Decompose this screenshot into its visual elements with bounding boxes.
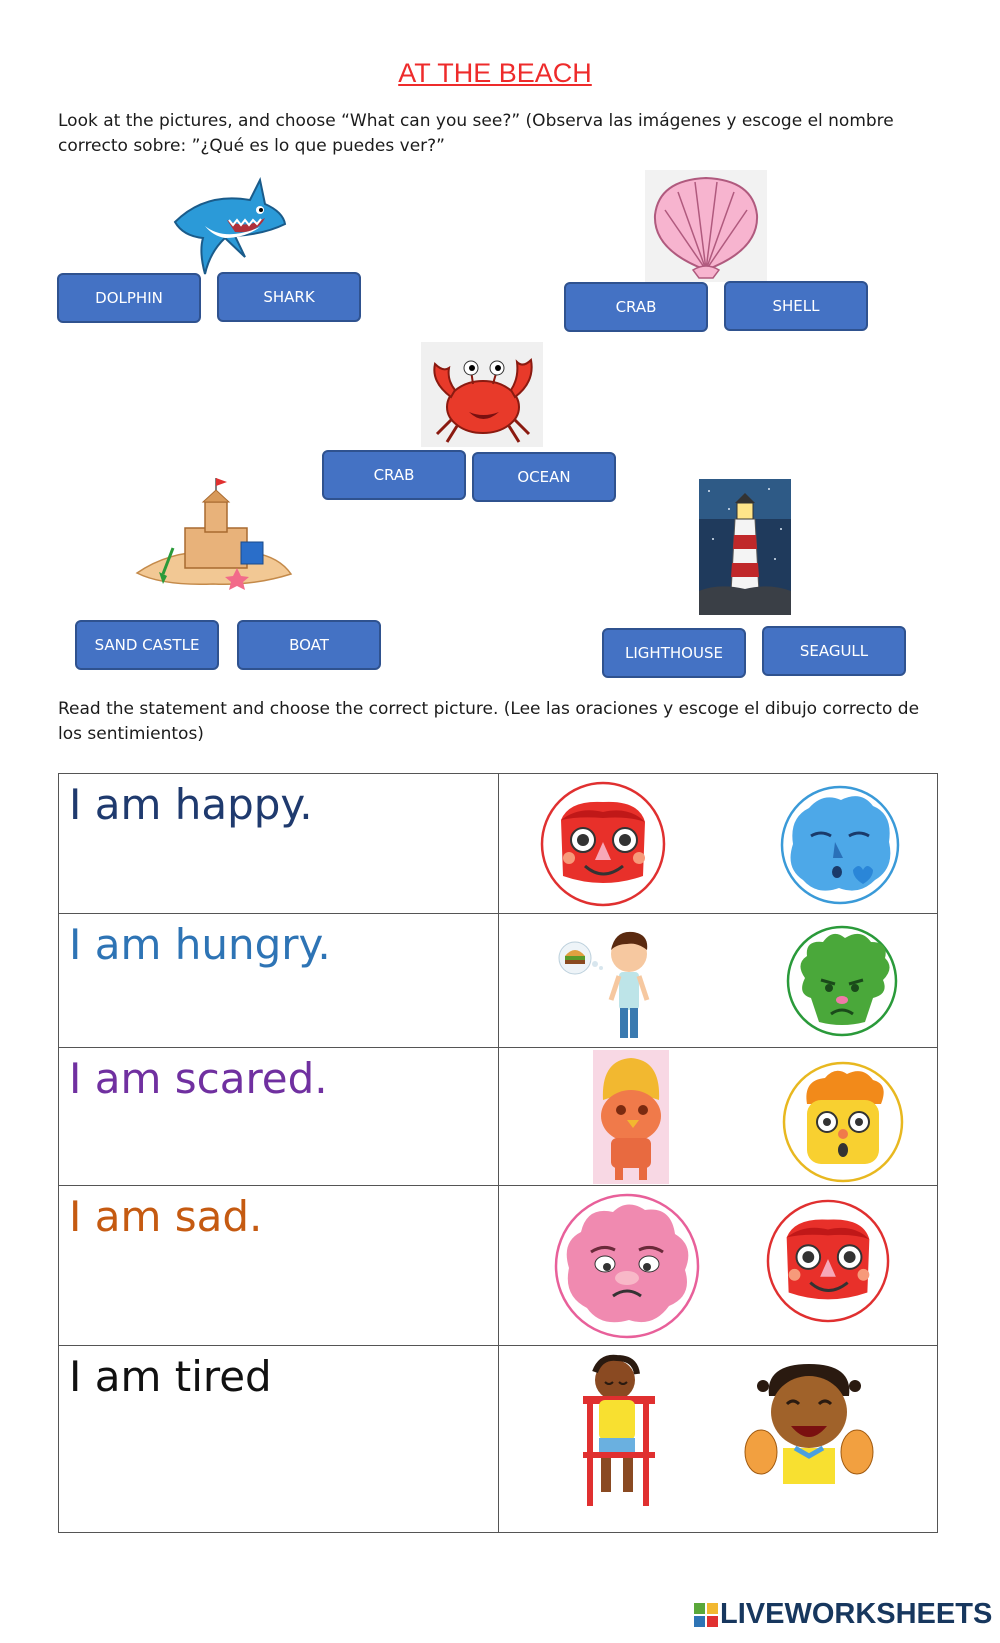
instruction-vocabulary: Look at the pictures, and choose “What can you see?” (Observa las imágenes y escoge el nombre correcto sobre: ”¿Qué es lo que puedes ver?” [58, 111, 894, 156]
green-grumpy-face-icon[interactable] [785, 924, 899, 1038]
table-row [59, 1186, 938, 1346]
crab-icon [421, 342, 543, 447]
lighthouse-icon [699, 479, 791, 615]
liveworksheets-logo [694, 1598, 992, 1631]
table-row [59, 774, 938, 914]
statement-sad: I am sad. [69, 1192, 263, 1241]
statement-happy: I am happy. [69, 780, 313, 829]
option-boat-button[interactable]: BOAT [237, 620, 381, 670]
shell-icon [645, 170, 767, 282]
shark-icon [165, 172, 290, 282]
yellow-scared-face-icon[interactable] [781, 1060, 905, 1184]
option-shark-button[interactable]: SHARK [217, 272, 361, 322]
logo-text: LIVEWORKSHEETS [720, 1598, 993, 1630]
sand-castle-icon [133, 478, 295, 590]
statement-hungry: I am hungry. [69, 920, 331, 969]
statement-scared: I am scared. [69, 1054, 328, 1103]
option-seagull-button[interactable]: SEAGULL [762, 626, 906, 676]
instruction-feelings: Read the statement and choose the correct picture. (Lee las oraciones y escoge el dibujo correcto de los sentimientos) [58, 699, 920, 744]
tired-girl-on-chair-icon[interactable] [577, 1352, 661, 1510]
feelings-table [58, 773, 938, 1533]
blue-kiss-face-icon[interactable] [779, 784, 901, 906]
table-row [59, 1346, 938, 1533]
option-crab-button[interactable]: CRAB [564, 282, 708, 332]
option-sand-castle-button[interactable]: SAND CASTLE [75, 620, 219, 670]
orange-character-icon[interactable] [593, 1050, 669, 1184]
happy-red-face-icon[interactable] [765, 1198, 891, 1324]
hungry-boy-icon[interactable] [557, 920, 663, 1044]
happy-red-face-icon[interactable] [539, 780, 667, 908]
option-dolphin-button[interactable]: DOLPHIN [57, 273, 201, 323]
option-shell-button[interactable]: SHELL [724, 281, 868, 331]
page-title: AT THE BEACH [398, 58, 592, 88]
table-row [59, 1048, 938, 1186]
option-ocean-button[interactable]: OCEAN [472, 452, 616, 502]
statement-tired: I am tired [69, 1352, 272, 1401]
pink-sad-face-icon[interactable] [553, 1192, 701, 1340]
table-row [59, 914, 938, 1048]
happy-girl-icon[interactable] [743, 1356, 875, 1486]
liveworksheets-grid-icon [694, 1603, 718, 1627]
option-crab-button[interactable]: CRAB [322, 450, 466, 500]
option-lighthouse-button[interactable]: LIGHTHOUSE [602, 628, 746, 678]
